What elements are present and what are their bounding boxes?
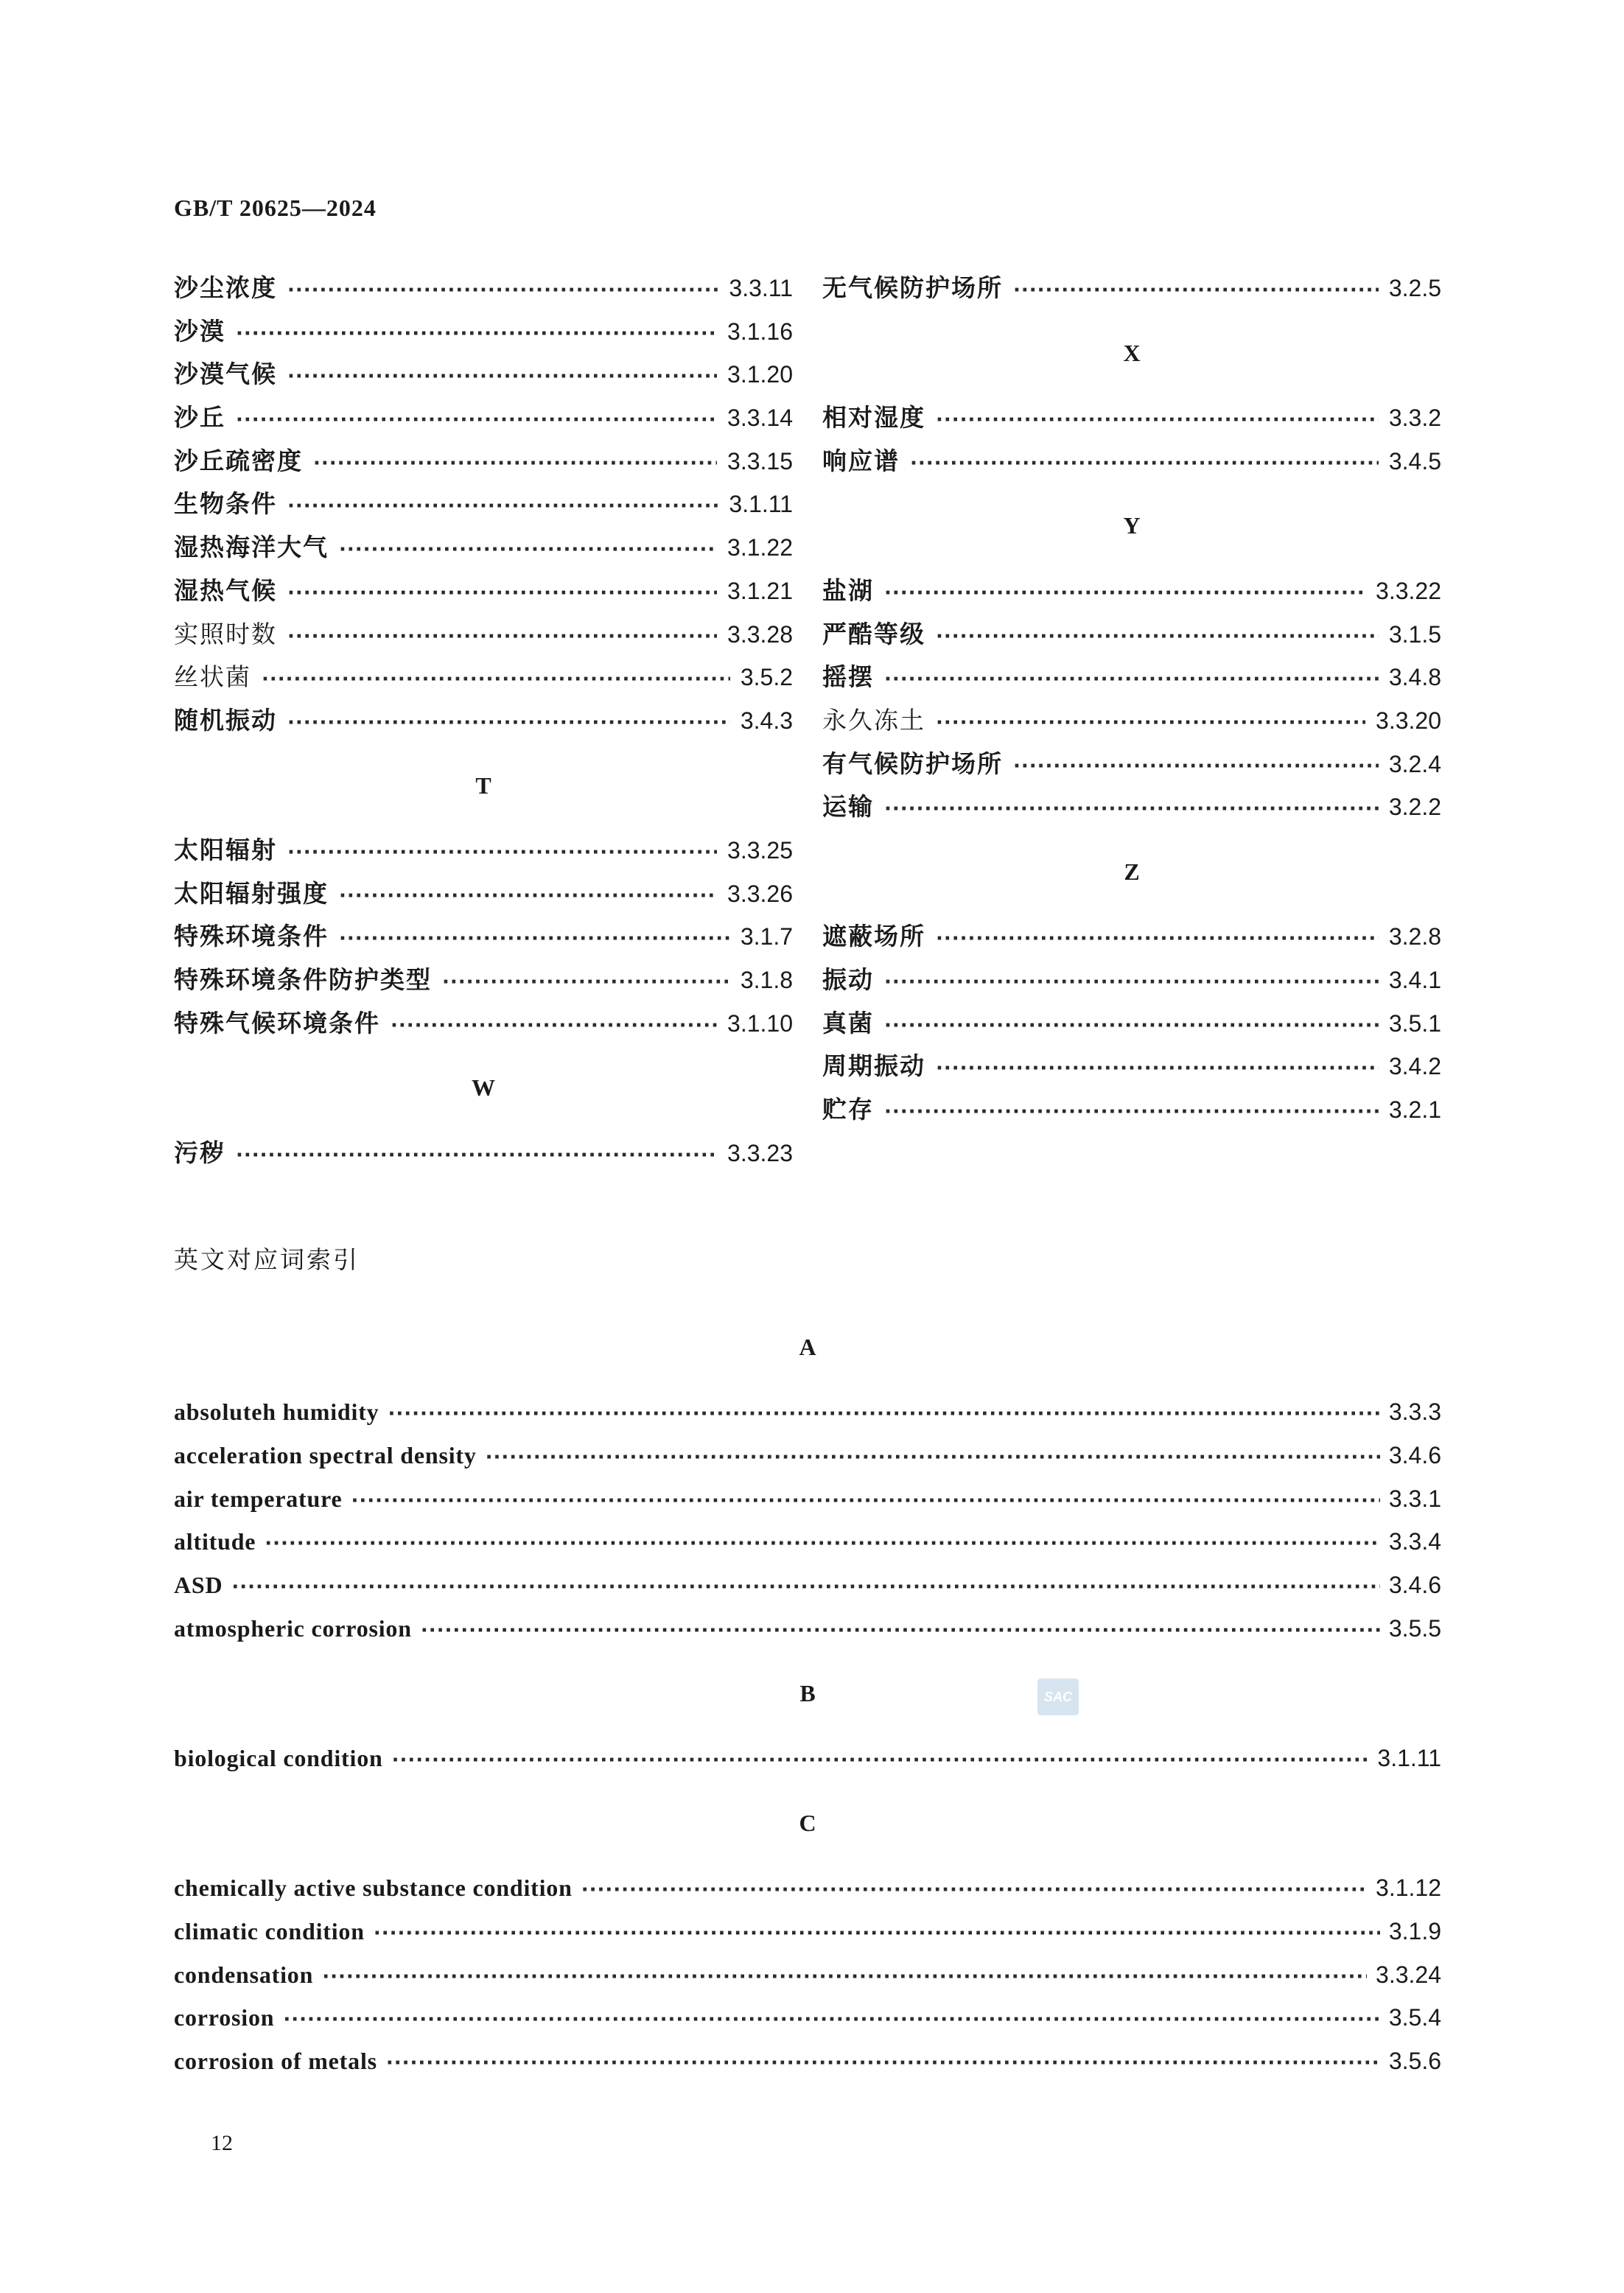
index-entry bbox=[174, 1866, 1441, 1910]
index-entry bbox=[174, 1434, 1441, 1477]
dot-leader bbox=[936, 1047, 1379, 1091]
dot-leader bbox=[339, 917, 730, 961]
clause-reference: 3.4.1 bbox=[1388, 967, 1441, 994]
index-entry bbox=[822, 959, 1441, 1002]
index-letter-heading: B bbox=[799, 1680, 816, 1706]
index-term: 永久冻土 bbox=[822, 705, 925, 735]
index-term: 严酷等级 bbox=[822, 619, 925, 648]
dot-leader bbox=[287, 615, 717, 659]
clause-reference: 3.5.2 bbox=[740, 664, 793, 691]
index-term: 摇摆 bbox=[822, 662, 874, 692]
dot-leader bbox=[884, 788, 1379, 831]
index-term: ASD bbox=[174, 1572, 223, 1599]
index-letter-heading: C bbox=[799, 1810, 816, 1836]
index-entry bbox=[174, 613, 793, 657]
clause-reference: 3.1.12 bbox=[1376, 1874, 1441, 1902]
dot-leader bbox=[265, 1522, 1380, 1566]
dot-leader bbox=[1013, 269, 1379, 312]
index-term: 运输 bbox=[822, 792, 874, 822]
index-term: 污秽 bbox=[174, 1138, 225, 1167]
index-entry bbox=[174, 570, 793, 613]
index-term: 沙漠气候 bbox=[174, 360, 277, 389]
dot-leader bbox=[287, 831, 717, 875]
dot-leader bbox=[339, 528, 717, 572]
index-term: biological condition bbox=[174, 1745, 383, 1772]
dot-leader bbox=[313, 442, 717, 486]
clause-reference: 3.3.14 bbox=[727, 405, 793, 432]
index-term: 贮存 bbox=[822, 1095, 874, 1124]
index-term: 太阳辐射 bbox=[174, 835, 277, 864]
index-term: 丝状菌 bbox=[174, 662, 251, 692]
dot-leader bbox=[581, 1869, 1367, 1912]
dot-leader bbox=[287, 355, 717, 399]
dot-leader bbox=[936, 701, 1365, 745]
index-entry bbox=[174, 1910, 1441, 1953]
dot-leader bbox=[486, 1436, 1380, 1480]
clause-reference: 3.4.3 bbox=[740, 707, 793, 734]
dot-leader bbox=[236, 312, 717, 356]
clause-reference: 3.3.1 bbox=[1388, 1485, 1441, 1512]
english-index-section-b bbox=[174, 1650, 1441, 1780]
index-entry bbox=[822, 1045, 1441, 1088]
chinese-index-right-column bbox=[822, 267, 1441, 1132]
dot-leader bbox=[374, 1912, 1380, 1956]
dot-leader bbox=[884, 1004, 1379, 1048]
index-entry bbox=[174, 310, 793, 354]
dot-leader bbox=[421, 1609, 1380, 1653]
dot-leader bbox=[287, 485, 718, 528]
index-entry bbox=[174, 1564, 1441, 1607]
dot-leader bbox=[1013, 745, 1379, 788]
index-entry bbox=[174, 2040, 1441, 2083]
english-index-title: 英文对应词索引 bbox=[174, 1245, 360, 1274]
index-term: atmospheric corrosion bbox=[174, 1614, 412, 1642]
index-letter-heading: Z bbox=[1124, 858, 1140, 885]
dot-leader bbox=[884, 961, 1379, 1004]
clause-reference: 3.5.5 bbox=[1388, 1614, 1441, 1642]
index-entry bbox=[822, 396, 1441, 440]
dot-leader bbox=[392, 1739, 1369, 1782]
dot-leader bbox=[236, 1134, 717, 1177]
index-term: 随机振动 bbox=[174, 705, 277, 735]
index-term: 沙丘疏密度 bbox=[174, 446, 303, 475]
index-entry bbox=[174, 1390, 1441, 1434]
clause-reference: 3.1.9 bbox=[1388, 1918, 1441, 1945]
index-term: 生物条件 bbox=[174, 489, 277, 519]
dot-leader bbox=[442, 961, 730, 1004]
clause-reference: 3.3.23 bbox=[727, 1139, 793, 1166]
index-entry bbox=[174, 656, 793, 699]
index-entry bbox=[822, 699, 1441, 743]
index-term: 响应谱 bbox=[822, 446, 900, 475]
clause-reference: 3.3.4 bbox=[1388, 1528, 1441, 1555]
index-term: chemically active substance condition bbox=[174, 1874, 573, 1902]
dot-leader bbox=[283, 1998, 1379, 2042]
index-term: 湿热海洋大气 bbox=[174, 533, 329, 562]
index-entry bbox=[822, 570, 1441, 613]
clause-reference: 3.3.25 bbox=[727, 836, 793, 864]
dot-leader bbox=[236, 399, 717, 442]
clause-reference: 3.4.6 bbox=[1388, 1442, 1441, 1469]
index-letter-heading: A bbox=[799, 1334, 816, 1360]
index-term: 振动 bbox=[822, 965, 874, 995]
index-term: 无气候防护场所 bbox=[822, 273, 1003, 302]
dot-leader bbox=[388, 1393, 1379, 1436]
clause-reference: 3.2.8 bbox=[1388, 923, 1441, 951]
index-term: 遮蔽场所 bbox=[822, 922, 925, 951]
dot-leader bbox=[231, 1566, 1379, 1609]
index-entry bbox=[174, 1477, 1441, 1521]
clause-reference: 3.3.3 bbox=[1388, 1398, 1441, 1426]
standard-code-header: GB/T 20625—2024 bbox=[174, 195, 377, 221]
index-entry bbox=[822, 440, 1441, 483]
index-term: acceleration spectral density bbox=[174, 1442, 477, 1469]
clause-reference: 3.3.26 bbox=[727, 880, 793, 907]
dot-leader bbox=[910, 442, 1379, 486]
index-term: 特殊气候环境条件 bbox=[174, 1008, 380, 1037]
dot-leader bbox=[287, 269, 718, 312]
dot-leader bbox=[884, 572, 1365, 615]
english-index-section-a bbox=[174, 1304, 1441, 1650]
index-term: 沙丘 bbox=[174, 403, 225, 433]
index-letter-heading: T bbox=[475, 771, 491, 799]
clause-reference: 3.5.1 bbox=[1388, 1009, 1441, 1037]
dot-leader bbox=[884, 1091, 1379, 1134]
index-term: 湿热气候 bbox=[174, 575, 277, 605]
dot-leader bbox=[936, 917, 1379, 961]
chinese-index-left-column bbox=[174, 267, 793, 1174]
index-entry bbox=[174, 1002, 793, 1046]
dot-leader bbox=[287, 572, 717, 615]
clause-reference: 3.1.11 bbox=[729, 491, 793, 518]
index-entry bbox=[822, 613, 1441, 657]
index-term: 沙尘浓度 bbox=[174, 273, 277, 302]
index-term: 沙漠 bbox=[174, 316, 225, 346]
clause-reference: 3.1.7 bbox=[740, 923, 793, 951]
index-entry bbox=[822, 656, 1441, 699]
index-term: absoluteh humidity bbox=[174, 1398, 379, 1426]
index-entry bbox=[174, 483, 793, 526]
clause-reference: 3.3.22 bbox=[1376, 577, 1441, 604]
dot-leader bbox=[884, 658, 1379, 701]
clause-reference: 3.4.2 bbox=[1388, 1053, 1441, 1080]
index-term: climatic condition bbox=[174, 1918, 365, 1945]
index-term: 盐湖 bbox=[822, 575, 874, 605]
index-term: altitude bbox=[174, 1528, 256, 1555]
index-entry bbox=[174, 353, 793, 396]
index-entry bbox=[174, 440, 793, 483]
english-index-section-c bbox=[174, 1780, 1441, 2083]
index-term: 相对湿度 bbox=[822, 403, 925, 433]
index-entry bbox=[822, 1002, 1441, 1046]
clause-reference: 3.2.4 bbox=[1388, 750, 1441, 777]
clause-reference: 3.3.24 bbox=[1376, 1961, 1441, 1988]
index-entry bbox=[174, 915, 793, 959]
index-entry bbox=[174, 1520, 1441, 1564]
index-term: corrosion of metals bbox=[174, 2048, 377, 2075]
index-entry bbox=[174, 872, 793, 916]
clause-reference: 3.4.5 bbox=[1388, 447, 1441, 475]
index-entry bbox=[174, 396, 793, 440]
index-entry bbox=[174, 1953, 1441, 1997]
dot-leader bbox=[287, 701, 730, 745]
index-entry bbox=[822, 267, 1441, 310]
index-entry bbox=[822, 743, 1441, 786]
index-entry bbox=[174, 1132, 793, 1175]
index-entry bbox=[174, 1996, 1441, 2040]
index-term: 特殊环境条件 bbox=[174, 922, 329, 951]
sac-watermark-logo: SAC bbox=[1037, 1678, 1079, 1715]
dot-leader bbox=[351, 1480, 1380, 1523]
index-term: 特殊环境条件防护类型 bbox=[174, 965, 432, 995]
dot-leader bbox=[386, 2042, 1380, 2085]
index-term: air temperature bbox=[174, 1485, 343, 1512]
index-term: 太阳辐射强度 bbox=[174, 878, 329, 908]
index-term: 实照时数 bbox=[174, 619, 277, 648]
index-term: corrosion bbox=[174, 2004, 275, 2031]
index-entry bbox=[174, 1737, 1441, 1780]
clause-reference: 3.2.2 bbox=[1388, 794, 1441, 821]
index-entry bbox=[822, 915, 1441, 959]
clause-reference: 3.3.20 bbox=[1376, 707, 1441, 734]
index-entry bbox=[822, 785, 1441, 829]
index-term: 有气候防护场所 bbox=[822, 749, 1003, 778]
dot-leader bbox=[936, 615, 1379, 659]
clause-reference: 3.1.8 bbox=[740, 967, 793, 994]
clause-reference: 3.1.11 bbox=[1377, 1745, 1441, 1772]
clause-reference: 3.1.22 bbox=[727, 534, 793, 561]
index-term: condensation bbox=[174, 1961, 314, 1988]
index-term: 真菌 bbox=[822, 1008, 874, 1037]
clause-reference: 3.3.11 bbox=[729, 275, 793, 301]
clause-reference: 3.3.2 bbox=[1388, 405, 1441, 432]
index-letter-heading: Y bbox=[1123, 512, 1141, 539]
page-number: 12 bbox=[211, 2131, 233, 2155]
clause-reference: 3.4.8 bbox=[1388, 664, 1441, 691]
clause-reference: 3.5.6 bbox=[1388, 2048, 1441, 2075]
clause-reference: 3.1.10 bbox=[727, 1009, 793, 1037]
index-letter-heading: X bbox=[1123, 339, 1141, 366]
clause-reference: 3.3.28 bbox=[727, 620, 793, 648]
dot-leader bbox=[262, 658, 730, 701]
index-letter-heading: W bbox=[472, 1074, 495, 1102]
index-entry bbox=[822, 1088, 1441, 1132]
clause-reference: 3.1.21 bbox=[727, 577, 793, 604]
index-entry bbox=[174, 526, 793, 570]
dot-leader bbox=[339, 875, 717, 918]
index-entry bbox=[174, 959, 793, 1002]
dot-leader bbox=[391, 1004, 717, 1048]
clause-reference: 3.3.15 bbox=[727, 447, 793, 475]
clause-reference: 3.1.5 bbox=[1388, 620, 1441, 648]
dot-leader bbox=[322, 1956, 1367, 1999]
clause-reference: 3.2.1 bbox=[1388, 1096, 1441, 1124]
dot-leader bbox=[936, 399, 1379, 442]
index-term: 周期振动 bbox=[822, 1051, 925, 1081]
clause-reference: 3.1.16 bbox=[727, 318, 793, 345]
index-entry bbox=[174, 829, 793, 872]
clause-reference: 3.5.4 bbox=[1388, 2004, 1441, 2031]
clause-reference: 3.4.6 bbox=[1388, 1572, 1441, 1599]
index-entry bbox=[174, 699, 793, 743]
clause-reference: 3.1.20 bbox=[727, 361, 793, 388]
index-entry bbox=[174, 1607, 1441, 1650]
clause-reference: 3.2.5 bbox=[1388, 275, 1441, 301]
index-entry bbox=[174, 267, 793, 310]
